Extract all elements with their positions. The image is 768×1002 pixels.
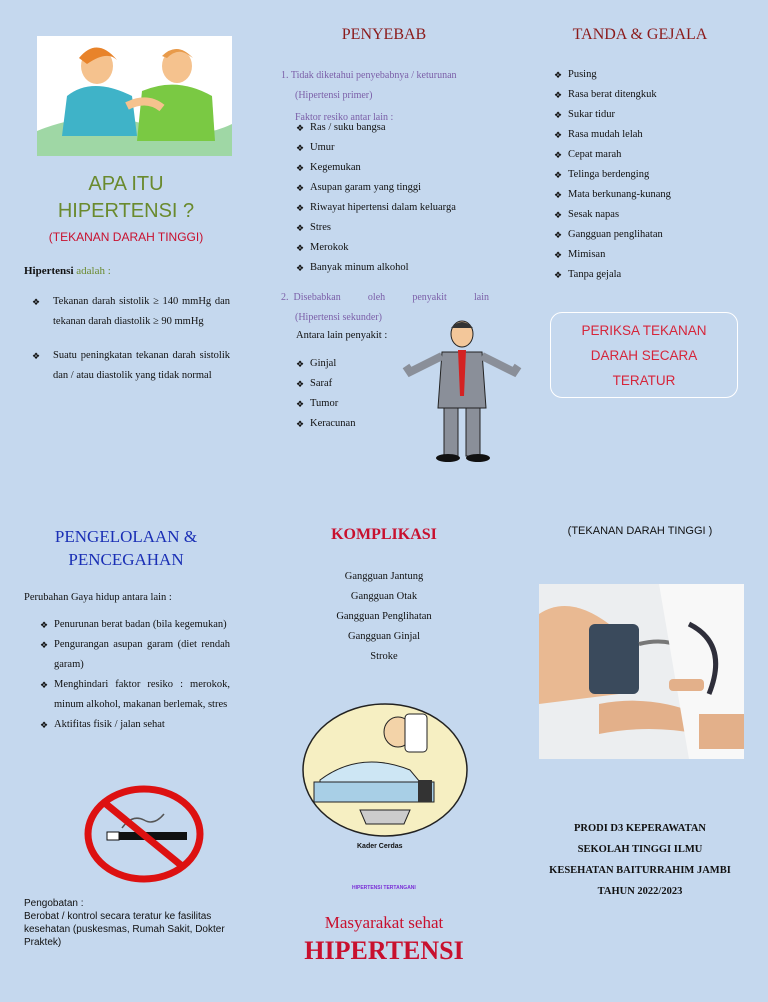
list-item: ❖ Asupan garam yang tinggi [296,178,506,198]
definition-bold: Hipertensi [24,265,74,277]
list-item: ❖ Gangguan penglihatan [554,225,754,245]
list-item: ❖ Kegemukan [296,158,506,178]
management-title-1: PENGELOLAAN & [54,527,198,546]
komplikasi-title: KOMPLIKASI [331,526,437,543]
treatment-text: Berobat / kontrol secara teratur ke fasilitas kesehatan (puskesmas, Rumah Sakit, Dokter Praktek) [24,911,225,948]
other-label: Antara lain penyakit : [296,330,388,341]
tanda-gejala-title: TANDA & GEJALA [572,26,708,43]
institution-line-1: PRODI D3 KEPERAWATAN [573,823,707,834]
institution-block [512,818,768,902]
list-item: ❖ Keracunan [296,414,396,434]
list-item: ❖ Stres [296,218,506,238]
management-list [40,615,230,735]
list-item: ❖ Sukar tidur [554,105,754,125]
institution-line-2: SEKOLAH TINGGI ILMU [577,844,703,855]
footer-line-2: HIPERTENSI [304,936,464,965]
list-item: ❖ Mata berkunang-kunang [554,185,754,205]
list-item: Gangguan Otak [350,591,418,602]
list-item: ❖ Merokok [296,238,506,258]
risk-list [296,118,506,278]
col6-subtitle: (TEKANAN DARAH TINGGI ) [567,525,713,537]
list-item: ❖ Tumor [296,394,396,414]
list-item: ❖ Rasa mudah lelah [554,125,754,145]
list-item: Gangguan Jantung [344,571,424,582]
illustration-caption: Kader Cerdas [357,843,403,850]
list-item: ❖ Telinga berdenging [554,165,754,185]
title-line-2: HIPERTENSI ? [57,200,195,222]
cause-2: 2. Disebabkan oleh penyakit lain [281,292,489,303]
list-item: ❖ Tekanan darah sistolik ≥ 140 mmHg dan tekanan darah diastolik ≥ 90 mmHg [32,296,230,327]
list-item: Gangguan Penglihatan [336,611,432,622]
list-item: ❖ Cepat marah [554,145,754,165]
list-item: ❖ Saraf [296,374,396,394]
cause-1: 1. Tidak diketahui penyebabnya / keturunan [281,70,457,81]
symptom-list [554,65,754,285]
list-item: ❖ Pusing [554,65,754,85]
treatment-label: Pengobatan : [24,898,84,909]
list-item: ❖ Pengurangan asupan garam (diet rendah garam) [40,639,230,670]
patient-bed-illustration [300,700,470,840]
list-item: ❖ Aktifitas fisik / jalan sehat [40,719,165,730]
footer-line-1: Masyarakat sehat [324,913,444,932]
complication-list [256,567,512,667]
tiny-caption: HIPERTENSI TERTANGANI [352,885,416,891]
list-item: ❖ Tanpa gejala [554,265,754,285]
subtitle: (TEKANAN DARAH TINGGI) [48,230,204,244]
institution-line-3: KESEHATAN BAITURRAHIM JAMBI [549,865,731,876]
list-item: ❖ Menghindari faktor resiko : merokok, minum alkohol, makanan berlemak, stres [40,679,230,710]
list-item: ❖ Penurunan berat badan (bila kegemukan) [40,619,227,630]
list-item: ❖ Rasa berat ditengkuk [554,85,754,105]
list-item: ❖ Suatu peningkatan tekanan darah sistolik dan / atau diastolik yang tidak normal [32,350,230,381]
institution-line-4: TAHUN 2022/2023 [597,886,683,897]
list-item: ❖ Mimisan [554,245,754,265]
no-smoking-icon [82,784,206,884]
cause-2-note: (Hipertensi sekunder) [295,312,382,323]
list-item: ❖ Banyak minum alkohol [296,258,506,278]
list-item: Gangguan Ginjal [347,631,421,642]
lifestyle-intro: Perubahan Gaya hidup antara lain : [24,592,172,603]
couple-illustration [37,36,232,156]
definition-rest: adalah : [73,265,111,277]
title-line-1: APA ITU [88,173,164,195]
confused-man-illustration [402,316,522,464]
management-title-2: PENCEGAHAN [68,550,184,569]
definition-list [32,292,230,386]
check-bp-box: PERIKSA TEKANAN DARAH SECARA TERATUR [550,312,738,398]
list-item: ❖ Umur [296,138,506,158]
cause-1-note: (Hipertensi primer) [295,90,373,101]
list-item: ❖ Riwayat hipertensi dalam keluarga [296,198,506,218]
list-item: ❖ Sesak napas [554,205,754,225]
list-item: ❖ Ginjal [296,354,396,374]
list-item: ❖ Ras / suku bangsa [296,118,506,138]
penyebab-title: PENYEBAB [341,26,427,43]
blood-pressure-photo [539,584,744,759]
list-item: Stroke [370,651,398,662]
risk-label: Faktor resiko antar lain : [295,112,394,123]
disease-list [296,354,396,434]
